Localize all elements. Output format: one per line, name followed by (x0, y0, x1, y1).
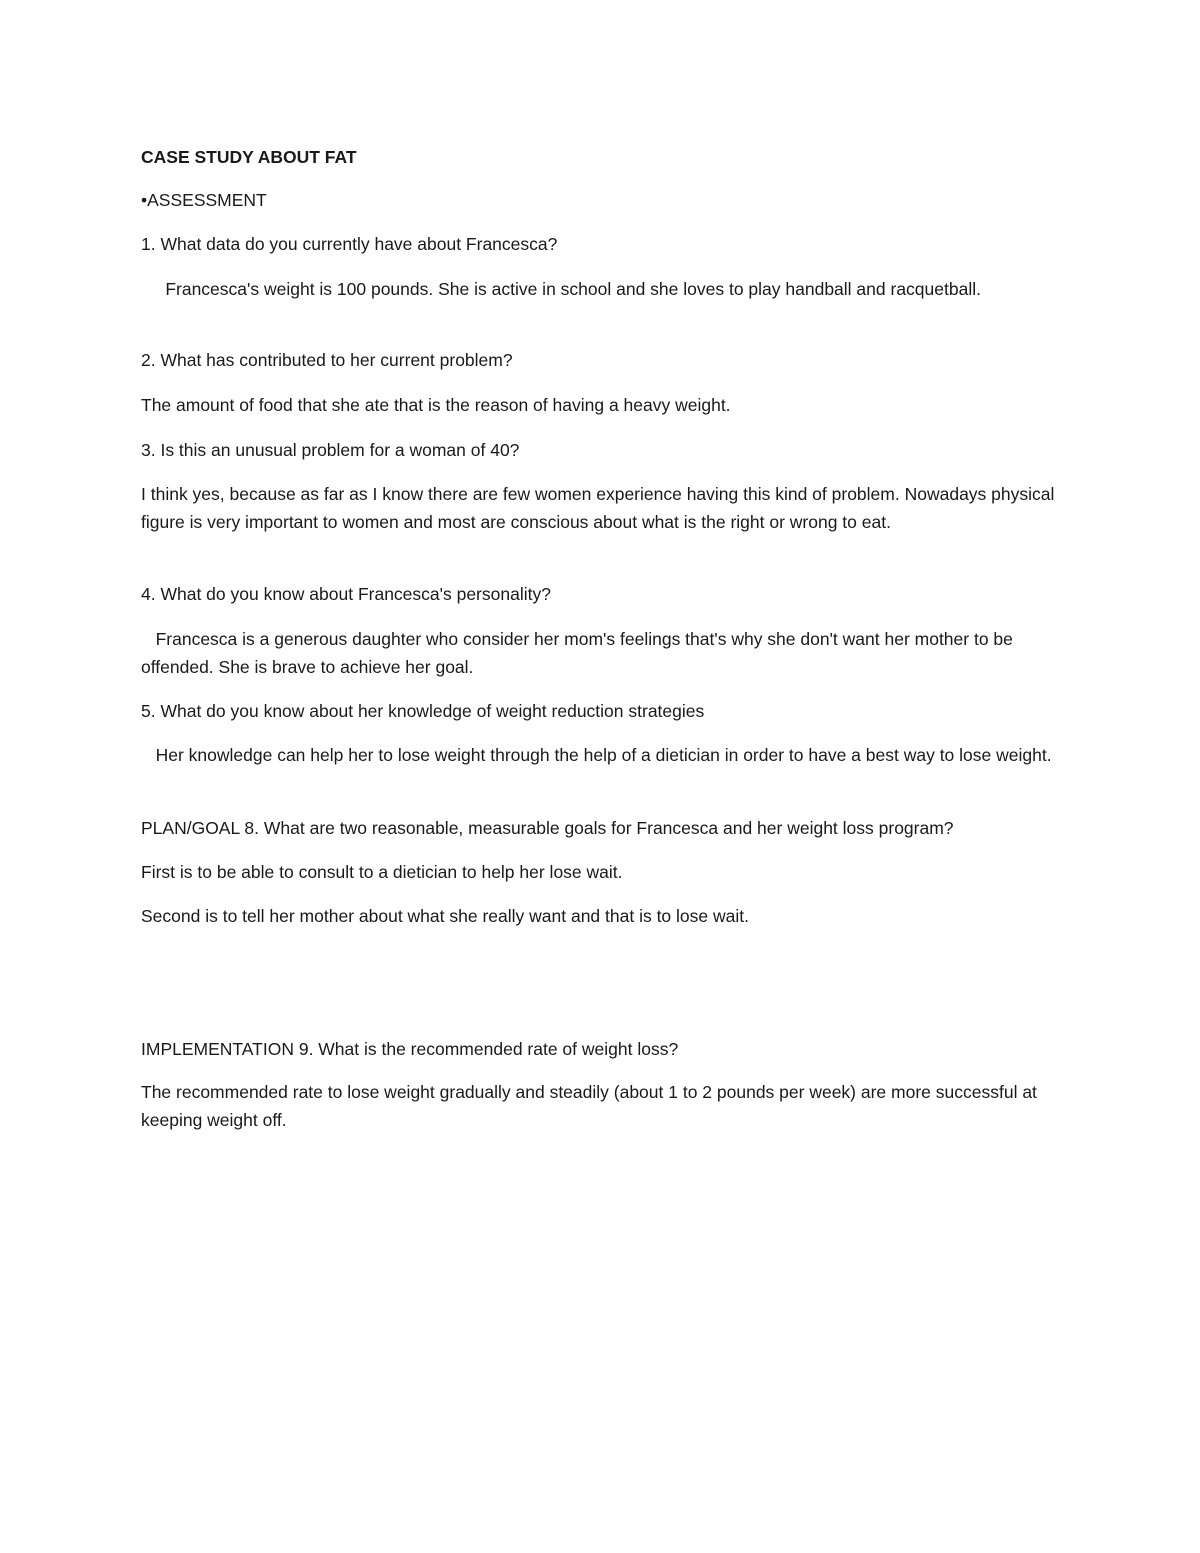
question-8: PLAN/GOAL 8. What are two reasonable, measurable goals for Francesca and her weight loss program? (141, 818, 954, 838)
answer-2: The amount of food that she ate that is the reason of having a heavy weight. (141, 395, 731, 415)
question-3: 3. Is this an unusual problem for a woman of 40? (141, 440, 520, 460)
question-4: 4. What do you know about Francesca's personality? (141, 584, 551, 604)
question-9: IMPLEMENTATION 9. What is the recommended rate of weight loss? (141, 1039, 679, 1059)
answer-3: I think yes, because as far as I know there are few women experience having this kind of problem. Nowadays physical figure is very important to women and most are conscious about what is the right or wrong to eat. (141, 484, 1060, 532)
question-1: 1. What data do you currently have about Francesca? (141, 234, 558, 254)
assessment-heading: •ASSESSMENT (141, 190, 267, 210)
answer-9: The recommended rate to lose weight gradually and steadily (about 1 to 2 pounds per week) are more successful at keeping weight off. (141, 1082, 1042, 1130)
answer-5: Her knowledge can help her to lose weight through the help of a dietician in order to have a best way to lose weight. (141, 745, 1052, 765)
answer-1: Francesca's weight is 100 pounds. She is active in school and she loves to play handball and racquetball. (141, 279, 981, 299)
answer-4: Francesca is a generous daughter who consider her mom's feelings that's why she don't want her mother to be offended. She is brave to achieve her goal. (141, 629, 1018, 677)
document-title: CASE STUDY ABOUT FAT (141, 147, 357, 167)
question-2: 2. What has contributed to her current problem? (141, 350, 513, 370)
answer-8-first: First is to be able to consult to a dietician to help her lose wait. (141, 862, 623, 882)
question-5: 5. What do you know about her knowledge of weight reduction strategies (141, 701, 705, 721)
answer-8-second: Second is to tell her mother about what she really want and that is to lose wait. (141, 906, 749, 926)
